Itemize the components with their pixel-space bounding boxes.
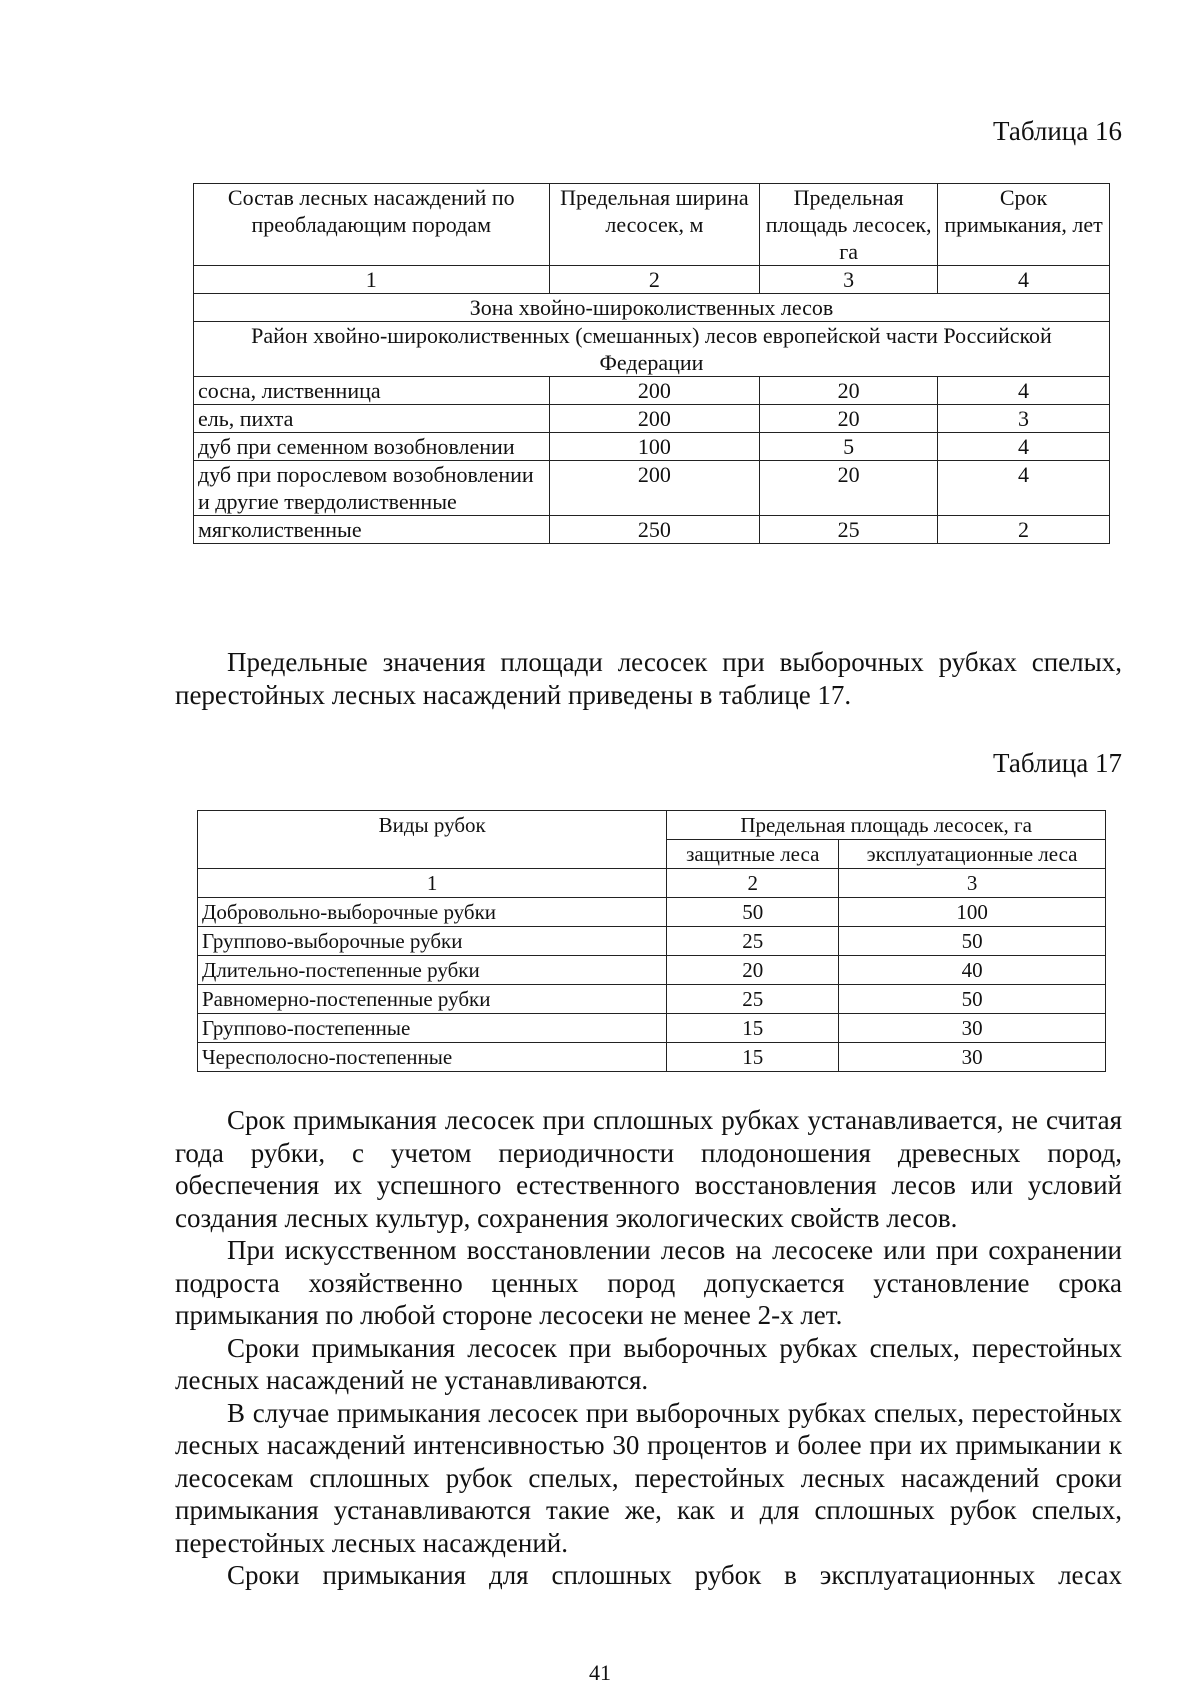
column-number: 2 <box>667 869 839 898</box>
region-title: Район хвойно-широколиственных (смешанных) лесов европейской части Российской Федерации <box>194 322 1110 377</box>
page-number: 41 <box>589 1660 611 1685</box>
column-number: 3 <box>760 266 938 294</box>
table-17 <box>197 810 1106 1072</box>
header-composition: Состав лесных насаждений по преобладающим породам <box>194 184 550 266</box>
table-row <box>194 461 1110 516</box>
protective-cell: 15 <box>667 1014 839 1043</box>
term-cell: 3 <box>938 405 1110 433</box>
felling-type-cell: Добровольно-выборочные рубки <box>198 898 667 927</box>
table-header-row <box>198 811 1106 840</box>
felling-type-cell: Группово-постепенные <box>198 1014 667 1043</box>
header-width: Предельная ширина лесосек, м <box>549 184 760 266</box>
species-cell: дуб при семенном возобновлении <box>194 433 550 461</box>
table-row <box>194 516 1110 544</box>
table-row <box>198 1014 1106 1043</box>
width-cell: 250 <box>549 516 760 544</box>
exploitation-cell: 30 <box>839 1014 1106 1043</box>
zone-row <box>194 294 1110 322</box>
species-cell: сосна, лиственница <box>194 377 550 405</box>
table-row <box>198 985 1106 1014</box>
exploitation-cell: 100 <box>839 898 1106 927</box>
header-area: Предельная площадь лесосек, га <box>760 184 938 266</box>
table-row <box>198 927 1106 956</box>
region-row <box>194 322 1110 377</box>
column-number: 4 <box>938 266 1110 294</box>
width-cell: 200 <box>549 377 760 405</box>
column-number: 2 <box>549 266 760 294</box>
column-number-row <box>198 869 1106 898</box>
paragraph: При искусственном восстановлении лесов на лесосеке или при сохранении подроста хозяйственно ценных пород допускается установление срока примыкания по любой стороне лесосеки не менее 2-х лет. <box>175 1235 1122 1330</box>
term-cell: 4 <box>938 461 1110 516</box>
protective-cell: 25 <box>667 927 839 956</box>
exploitation-cell: 30 <box>839 1043 1106 1072</box>
species-cell: мягколиственные <box>194 516 550 544</box>
column-number: 3 <box>839 869 1106 898</box>
column-number: 1 <box>194 266 550 294</box>
header-area: Предельная площадь лесосек, га <box>667 811 1106 840</box>
protective-cell: 15 <box>667 1043 839 1072</box>
intro-paragraph: Предельные значения площади лесосек при выборочных рубках спелых, перестойных лесных насаждений приведены в таблице 17. <box>175 647 1122 710</box>
header-term: Срок примыкания, лет <box>938 184 1110 266</box>
table-header-row <box>194 184 1110 266</box>
exploitation-cell: 50 <box>839 985 1106 1014</box>
protective-cell: 50 <box>667 898 839 927</box>
intro-paragraph-block <box>175 646 1122 711</box>
table-row <box>194 433 1110 461</box>
header-exploitation: эксплуатационные леса <box>839 840 1106 869</box>
width-cell: 200 <box>549 405 760 433</box>
paragraph: В случае примыкания лесосек при выборочных рубках спелых, перестойных лесных насаждений интенсивностью 30 процентов и более при их примыкании к лесосекам сплошных рубок спелых, перестойных лесных насаждений сроки примыкания устанавливаются такие же, как и для сплошных рубок спелых, перестойных лесных насаждений. <box>175 1397 1122 1558</box>
paragraph: Сроки примыкания лесосек при выборочных рубках спелых, перестойных лесных насаждений не устанавливаются. <box>175 1332 1122 1395</box>
width-cell: 100 <box>549 433 760 461</box>
body-text <box>175 1104 1122 1592</box>
table-row <box>198 956 1106 985</box>
area-cell: 25 <box>760 516 938 544</box>
header-protective: защитные леса <box>667 840 839 869</box>
paragraph: Сроки примыкания для сплошных рубок в эксплуатационных лесах <box>227 1560 1122 1590</box>
term-cell: 4 <box>938 377 1110 405</box>
paragraph: Срок примыкания лесосек при сплошных рубках устанавливается, не считая года рубки, с учетом периодичности плодоношения древесных пород, обеспечения их успешного естественного восстановления лесов или условий создания лесных культур, сохранения экологических свойств лесов. <box>175 1105 1122 1233</box>
felling-type-cell: Длительно-постепенные рубки <box>198 956 667 985</box>
felling-type-cell: Чересполосно-постепенные <box>198 1043 667 1072</box>
table-16 <box>193 183 1110 544</box>
table-row <box>198 898 1106 927</box>
zone-title: Зона хвойно-широколиственных лесов <box>194 294 1110 322</box>
column-number: 1 <box>198 869 667 898</box>
species-cell: дуб при порослевом возобновлении и другие твердолиственные <box>194 461 550 516</box>
felling-type-cell: Группово-выборочные рубки <box>198 927 667 956</box>
width-cell: 200 <box>549 461 760 516</box>
protective-cell: 20 <box>667 956 839 985</box>
exploitation-cell: 50 <box>839 927 1106 956</box>
area-cell: 20 <box>760 405 938 433</box>
table-16-caption: Таблица 16 <box>993 116 1122 146</box>
table-row <box>194 405 1110 433</box>
term-cell: 4 <box>938 433 1110 461</box>
column-number-row <box>194 266 1110 294</box>
protective-cell: 25 <box>667 985 839 1014</box>
table-17-caption: Таблица 17 <box>993 748 1122 778</box>
species-cell: ель, пихта <box>194 405 550 433</box>
table-row <box>198 1043 1106 1072</box>
area-cell: 20 <box>760 461 938 516</box>
term-cell: 2 <box>938 516 1110 544</box>
exploitation-cell: 40 <box>839 956 1106 985</box>
area-cell: 20 <box>760 377 938 405</box>
felling-type-cell: Равномерно-постепенные рубки <box>198 985 667 1014</box>
header-kind: Виды рубок <box>198 811 667 869</box>
table-row <box>194 377 1110 405</box>
area-cell: 5 <box>760 433 938 461</box>
